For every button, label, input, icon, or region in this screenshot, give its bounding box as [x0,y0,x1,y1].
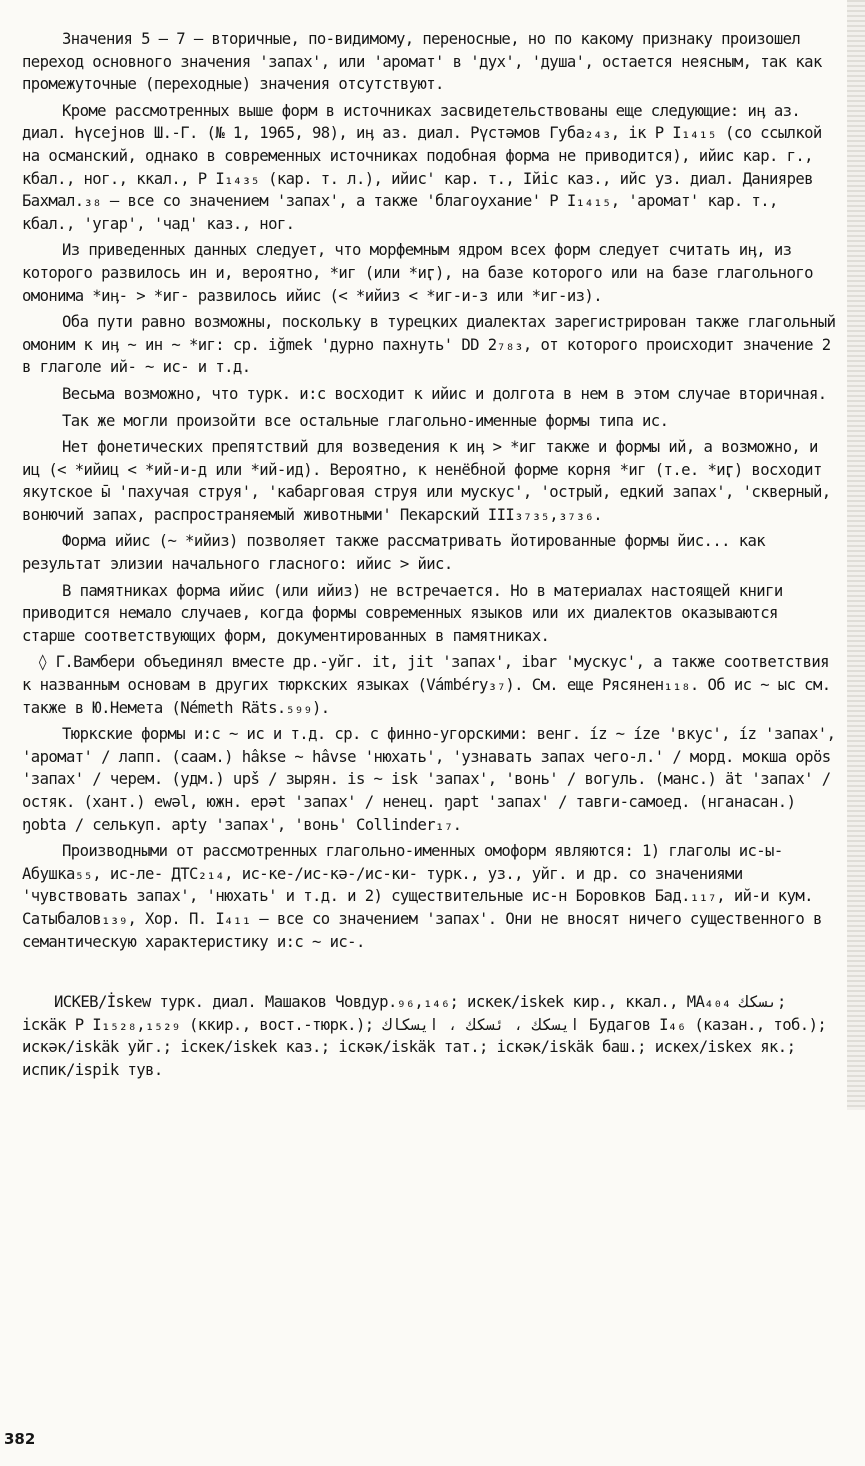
paragraph-4: Оба пути равно возможны, поскольку в турецких диалектах зарегистрирован также глагольный омоним к иӊ ~ ин ~ *иг: ср. iğmek 'дурно пахнуть' DD 2₇₈₃, от которого происходит значение 2 в глаголе ий- ~ ис- и т.д. [22,313,836,377]
paragraph-6: Так же могли произойти все остальные глагольно-именные формы типа ис. [62,411,669,430]
page-body [22,28,837,1086]
page-number: 382 [4,1430,36,1448]
paragraph-9: В памятниках форма ийис (или ийиз) не встречается. Но в материалах настоящей книги приводится немало случаев, когда формы современных языков или их диалектов оказываются старше соответствующих форм, документированных в памятниках. [22,581,783,645]
paragraph-8: Форма ийис (~ *ийиз) позволяет также рассматривать йотированные формы йис... как результат элизии начального гласного: ийис > йис. [22,532,766,574]
paragraph-1: Значения 5 – 7 – вторичные, по-видимому, переносные, но по какому признаку произошел переход основного значения 'запах', или 'аромат' в 'дух', 'душа', остается неясным, так как промежуточные (переходные) значения отсутствуют. [22,30,822,94]
scan-edge-shadow [847,0,865,1110]
paragraph-finno-ugric: Тюркские формы и:с ~ ис и т.д. ср. с финно-угорскими: венг. íz ~ íze 'вкус', íz 'запах', 'аромат' / лапп. (саам.) hâkse ~ hâvse 'нюхать', 'узнавать запах чего-л.' / морд. мокша орös 'запах' / черем. (удм.) upš / зырян. is ~ isk 'запах', 'вонь' / вогуль. (манс.) ät 'запах' / остяк. (хант.) ewəl, южн. epət 'запах' / ненец. ŋapt 'запах' / тавги-самоед. (нганасан.) ŋobta / селькуп. apty 'запах', 'вонь' Collinder₁₇. [22,725,836,834]
paragraph-7: Нет фонетических препятствий для возведения к иӊ > *иг также и формы ий, а возможно, и иц (< *ийиц < *ий-и-д или *ий-ид). Вероятно, к ненёбной форме корня *иг (т.е. *иӷ) восходит якутское ы̄ 'пахучая струя', 'кабарговая струя или мускус', 'острый, едкий запах', 'скверный, вонючий запах, распространяемый животными' Пекарский III₃₇₃₅,₃₇₃₆. [22,438,831,524]
paragraph-3: Из приведенных данных следует, что морфемным ядром всех форм следует считать иӊ, из которого развилось ин и, вероятно, *иг (или *иӷ), на базе которого или на базе глагольного омонима *иӊ- > *иг- развилось ийис (< *ийиз < *иг-и-з или *иг-из). [22,241,813,305]
paragraph-derivatives: Производными от рассмотренных глагольно-именных омоформ являются: 1) глаголы ис-ы- Абушка₅₅, ис-ле- ДТС₂₁₄, ис-ке-/ис-кә-/ис-ки- турк., уз., уйг. и др. со значениями 'чувствовать запах', 'нюхать' и т.д. и 2) существительные ис-н Боровков Бад.₁₁₇, ий-и кум. Сатыбалов₁₃₉, Хор. П. I₄₁₁ – все со значением 'запах'. Они не вносят ничего существенного в семантическую характеристику и:с ~ ис-. [22,842,822,951]
paragraph-2: Кроме рассмотренных выше форм в источниках засвидетельствованы еще следующие: иӊ аз. диал. Һүсејнов Ш.-Г. (№ 1, 1965, 98), иӊ аз. диал. Рүстәмов Губа₂₄₃, ік Р I₁₄₁₅ (со ссылкой на османский, однако в современных источниках подобная форма не приводится), ийис кар. г., кбал., ног., ккал., Р I₁₄₃₅ (кар. т. л.), ийис' кар. т., Ійіс каз., ийс уз. диал. Даниярев Бахмал.₃₈ – все со значением 'запах', а также 'благоухание' Р I₁₄₁₅, 'аромат' кар. т., кбал., 'угар', 'чад' каз., ног. [22,101,822,233]
paragraph-note-vambery: ◊ Г.Вамбери объединял вместе др.-уйг. it, jit 'запах', ibar 'мускус', а также соответствия к названным основам в других тюркских языках (Vámbéry₃₇). См. еще Рясянен₁₁₈. Об ис ~ ыс см. также в Ю.Немета (Németh Räts.₅₉₉). [22,653,831,717]
dictionary-entry-iskew: ИСКЕВ/İskew турк. диал. Машаков Човдур.₉₆,₁₄₆; искек/iskek кир., ккал., МА₄₀₄ ىسكك; іскäк Р I₁₅₂₈,₁₅₂₉ (ккир., вост.-тюрк.); ايسكك ، ئسكك ، ايسكاك Будагов I₄₆ (казан., тоб.); искәк/iskäk уйг.; іскек/iskek каз.; іскәк/iskäk тат.; іскәк/iskäk баш.; искех/iskex як.; испик/ispik тув. [22,993,827,1079]
paragraph-5: Весьма возможно, что турк. и:с восходит к ийис и долгота в нем в этом случае вторичная. [62,384,827,403]
